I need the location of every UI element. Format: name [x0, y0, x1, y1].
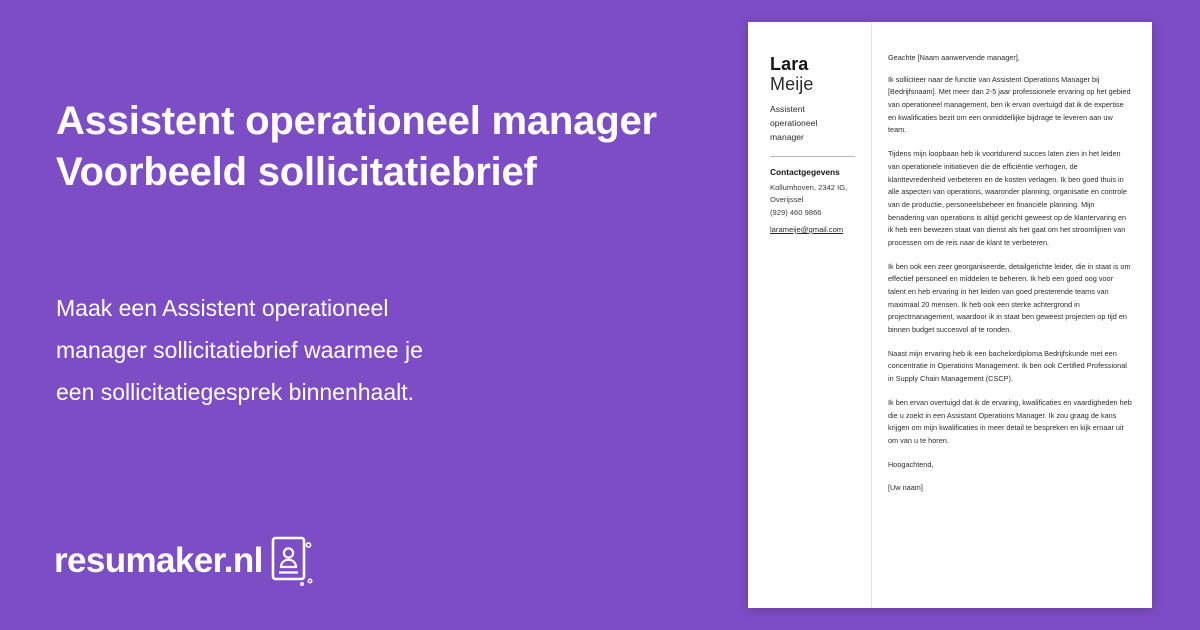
page-title-line-2: Voorbeeld sollicitatiebrief — [56, 150, 537, 195]
letter-paragraph: Naast mijn ervaring heb ik een bachelordiploma Bedrijfskunde met een concentratie in Operations Management. Ik ben ook Certified Professional in Supply Chain Management (CSCP). — [888, 348, 1127, 384]
applicant-role-line-2: operationeel — [770, 118, 818, 129]
letter-salutation: Geachte [Naam aanwervende manager], — [888, 53, 1020, 62]
applicant-first-name: Lara — [770, 54, 809, 74]
letter-paragraph: Ik solliciteer naar de functie van Assistent Operations Manager bij [Bedrijfsnaam]. Met meer dan 2-5 jaar professionele ervaring op het gebied van operationeel management, ben ik ervan overtuigd dat ik de expertise en kwalificaties bezit om een onmiddellijke bijdrage te leveren aan uw team. — [888, 74, 1131, 135]
contact-address-line-1: Kollumhoven, 2342 IG, — [770, 183, 848, 193]
page-subtitle-line-1: Maak een Assistent operationeel — [56, 295, 389, 322]
letter-paragraph: Ik ben ervan overtuigd dat ik de ervaring, kwalificaties en vaardigheden heb die u zoekt in een Assistant Operations Manager. Ik zou graag de kans krijgen om mijn kwalificaties in meer detail te bespreken en kijk ernaar uit om van u te horen. — [888, 397, 1132, 445]
page-subtitle-line-2: manager sollicitatiebrief waarmee je — [56, 337, 423, 364]
letter-paragraph: Tijdens mijn loopbaan heb ik voortdurend succes laten zien in het leiden van operationele initiatieven die de efficiëntie verhogen, de klanttevredenheid verbeteren en de kosten verlagen. Ik ben goed thuis in alle aspecten van operations, waaronder planning, organisatie en controle van de productie, personeelsbeheer en financiële planning. Mijn benadering van operations is altijd gericht geweest op de klantervaring en ik heb een bewezen staat van dienst als het gaat om het stroomlijnen van processen om de reis naar de klant te verbeteren. — [888, 149, 1127, 247]
sidebar-divider — [770, 156, 855, 157]
contact-address-line-2: Overijssel — [770, 195, 804, 205]
cover-letter-sidebar — [748, 22, 872, 608]
page-title — [56, 96, 696, 198]
brand-logo-text: resumaker.nl — [54, 541, 263, 580]
contact-email[interactable]: larameije@gmail.com — [770, 224, 844, 234]
applicant-role-line-1: Assistent — [770, 104, 805, 115]
letter-signature: [Uw naam] — [888, 483, 923, 493]
cover-letter-body — [872, 22, 1152, 608]
letter-closing: Hoogachtend, — [888, 459, 934, 469]
applicant-last-name: Meije — [770, 74, 814, 95]
cover-letter-preview[interactable] — [748, 22, 1152, 608]
letter-paragraph: Ik ben ook een zeer georganiseerde, detailgerichte leider, die in staat is om effectief personeel en middelen te beheren. Ik heb een goed oog voor talent en heb ervaring in het leiden van goed presterende teams van maximaal 20 mensen. Ik heb ook een sterke achtergrond in projectmanagement, waardoor ik in staat ben geweest projecten op tijd en binnen budget succesvol af te ronden. — [888, 261, 1131, 335]
contact-phone: (929) 460 9866 — [770, 207, 822, 217]
contact-section-title: Contactgegevens — [770, 167, 840, 178]
page-title-line-1: Assistent operationeel manager — [56, 99, 657, 143]
page-subtitle — [56, 288, 616, 414]
page-subtitle-line-3: een sollicitatiegesprek binnenhaalt. — [56, 379, 415, 406]
applicant-role-line-3: manager — [770, 132, 804, 143]
document-person-icon — [269, 536, 315, 586]
brand-logo[interactable] — [54, 536, 315, 586]
applicant-role — [770, 103, 859, 145]
